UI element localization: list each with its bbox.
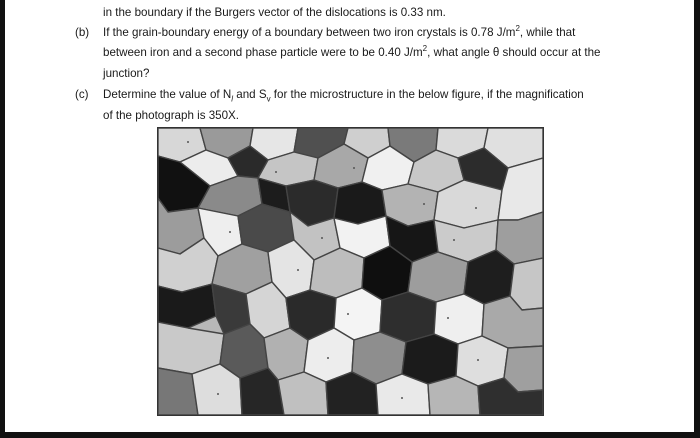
part-b-line-2: between iron and a second phase particle were to be 0.40 $J/m^2$, what angle θ should occur at the bbox=[103, 44, 601, 59]
part-b-label: (b) bbox=[75, 26, 90, 39]
part-c-line-2: of the photograph is 350X. bbox=[103, 109, 240, 122]
intro-line: in the boundary if the Burgers vector of the dislocations is 0.33 nm. bbox=[103, 6, 446, 19]
microstructure-figure bbox=[157, 127, 544, 416]
part-c-label: (c) bbox=[75, 88, 89, 101]
left-border bbox=[0, 0, 5, 438]
grain-microstructure-image bbox=[158, 128, 543, 415]
right-border bbox=[694, 0, 700, 438]
part-b-line-3: junction? bbox=[103, 67, 150, 80]
part-b-line-1: If the grain-boundary energy of a boundary between two iron crystals is 0.78 $J/m^2$, while that bbox=[103, 24, 576, 39]
part-c-line-1: Determine the value of $N_l$ and $S_v$ for the microstructure in the below figure, if the magnification bbox=[103, 88, 584, 104]
bottom-border bbox=[0, 432, 700, 438]
